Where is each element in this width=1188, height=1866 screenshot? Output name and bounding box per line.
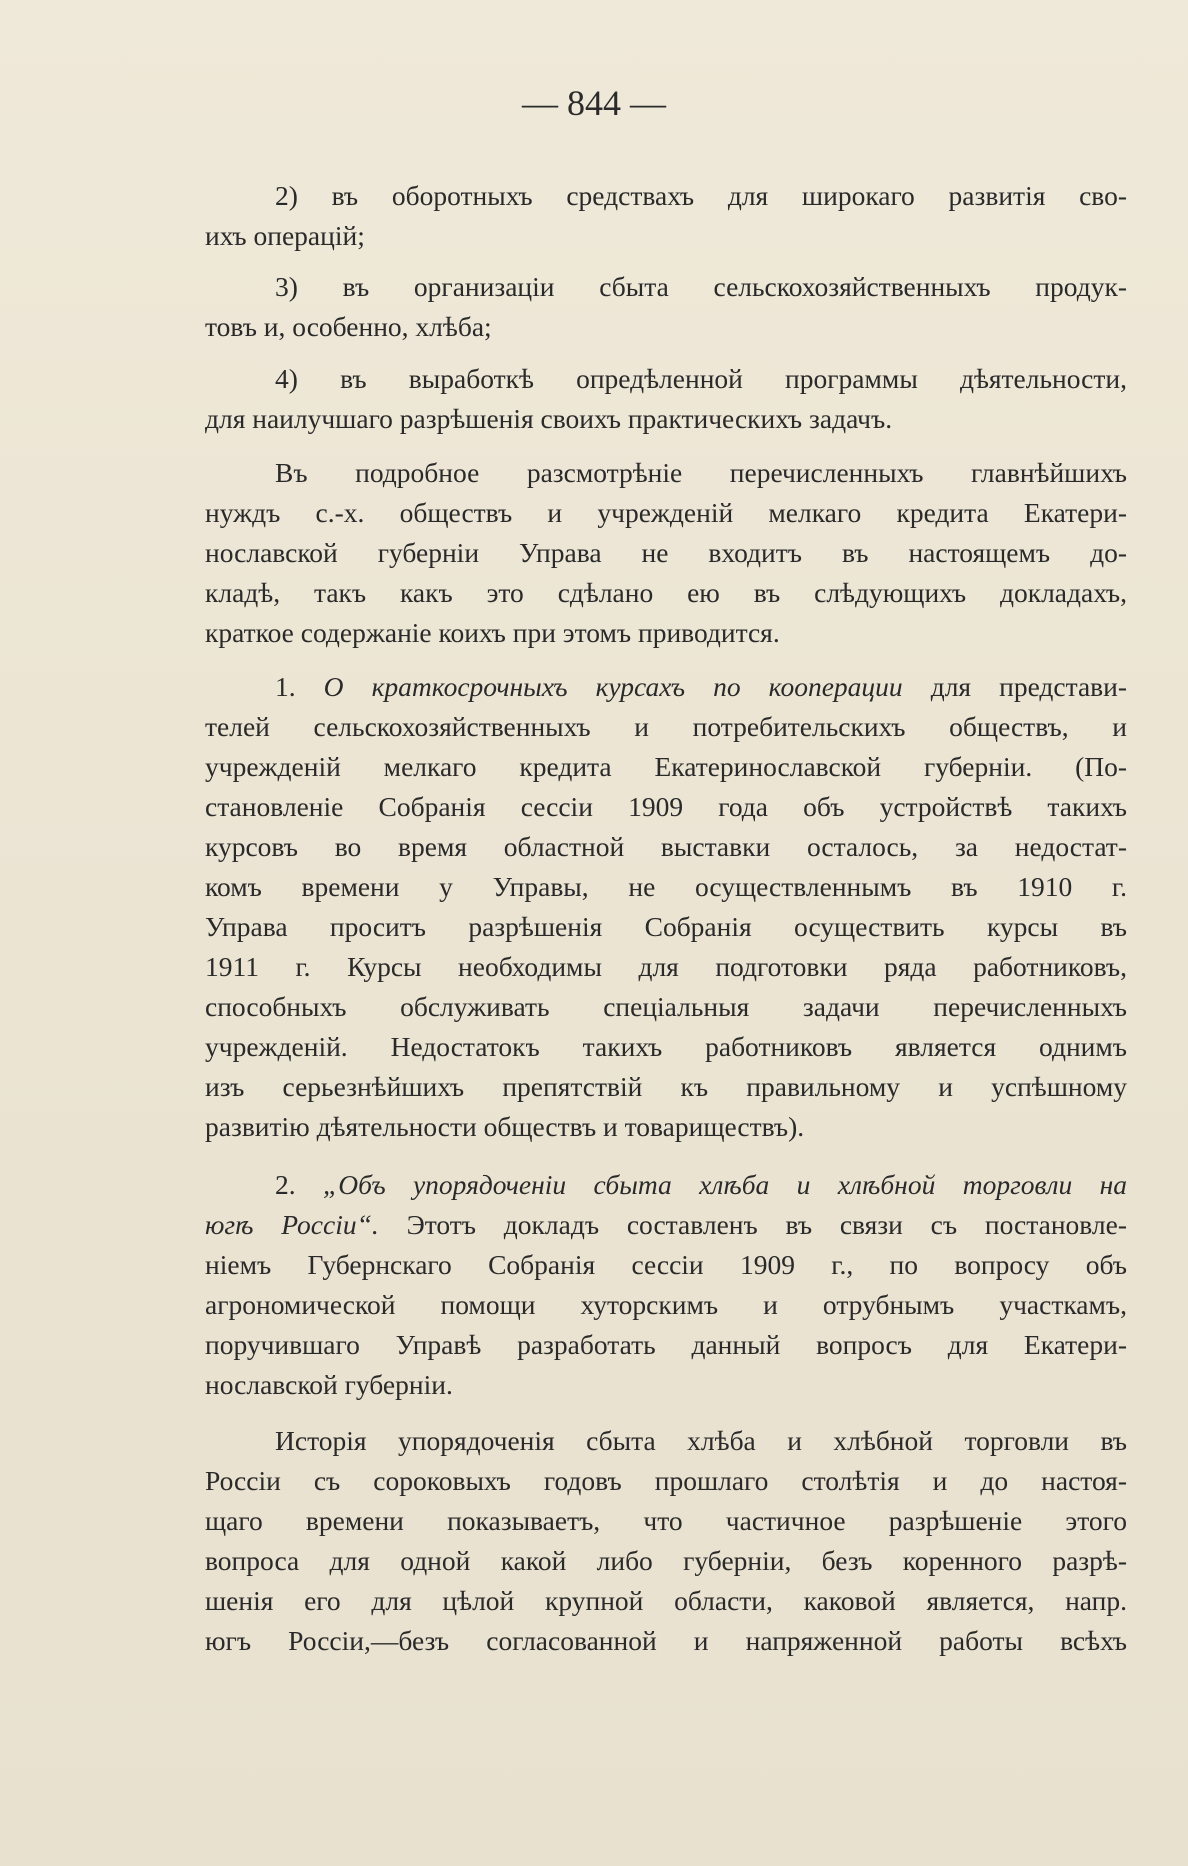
paragraph-history xyxy=(205,1421,1127,1661)
text-line: товъ и, особенно, хлѣба; xyxy=(205,311,492,342)
text-line: кладѣ, такъ какъ это сдѣлано ею въ слѣдующихъ докладахъ, xyxy=(205,577,1127,608)
text-line: Россіи съ сороковыхъ годовъ прошлаго столѣтія и до настоя- xyxy=(205,1465,1127,1496)
text-line: комъ времени у Управы, не осуществленнымъ въ 1910 г. xyxy=(205,871,1127,902)
text-line: шенія его для цѣлой крупной области, каковой является, напр. xyxy=(205,1585,1127,1616)
paragraph-report-1 xyxy=(205,667,1127,1147)
report-title: О краткосрочныхъ курсахъ по кооперации xyxy=(323,671,903,702)
text-fragment: Этотъ докладъ составленъ въ связи съ постановле- xyxy=(406,1209,1127,1240)
text-line: изъ серьезнѣйшихъ препятствій къ правильному и успѣшному xyxy=(205,1071,1127,1102)
text-line: Въ подробное разсмотрѣніе перечисленныхъ главнѣйшихъ xyxy=(275,457,1127,488)
text-line: учрежденій мелкаго кредита Екатеринославской губерніи. (По- xyxy=(205,751,1127,782)
paragraph-report-2 xyxy=(205,1165,1127,1405)
text-line: агрономической помощи хуторскимъ и отрубнымъ участкамъ, xyxy=(205,1289,1127,1320)
report-number: 2. xyxy=(275,1169,296,1200)
text-line: нославской губерніи. xyxy=(205,1369,453,1400)
text-line: становленіе Собранія сессіи 1909 года объ устройствѣ такихъ xyxy=(205,791,1127,822)
text-line: для наилучшаго разрѣшенія своихъ практическихъ задачъ. xyxy=(205,403,893,434)
text-line: развитію дѣятельности обществъ и товариществъ). xyxy=(205,1111,805,1142)
text-line: Исторія упорядоченія сбыта хлѣба и хлѣбной торговли въ xyxy=(275,1425,1127,1456)
text-line: нославской губерніи Управа не входитъ въ настоящемъ до- xyxy=(205,537,1127,568)
text-line: нуждъ с.-х. обществъ и учрежденій мелкаго кредита Екатери- xyxy=(205,497,1127,528)
text-line: краткое содержаніе коихъ при этомъ приводится. xyxy=(205,617,780,648)
text-line: поручившаго Управѣ разработать данный вопросъ для Екатери- xyxy=(205,1329,1127,1360)
text-line: югъ Россіи,—безъ согласованной и напряженной работы всѣхъ xyxy=(205,1625,1127,1656)
text-fragment: для представи- xyxy=(930,671,1127,702)
paragraph-item-3 xyxy=(205,267,1127,347)
text-line xyxy=(205,1165,1127,1205)
page-number: — 844 — xyxy=(522,83,666,123)
text-line: щаго времени показываетъ, что частичное разрѣшеніе этого xyxy=(205,1505,1127,1536)
paragraph-intro xyxy=(205,453,1127,653)
text-line xyxy=(205,667,1127,707)
report-number: 1. xyxy=(275,671,296,702)
paragraph-item-4 xyxy=(205,359,1127,439)
text-line: Управа проситъ разрѣшенія Собранія осуществить курсы въ xyxy=(205,911,1127,942)
text-line xyxy=(205,1205,1127,1245)
text-line: вопроса для одной какой либо губерніи, безъ коренного разрѣ- xyxy=(205,1545,1127,1576)
text-line: 3) въ организаціи сбыта сельскохозяйственныхъ продук- xyxy=(275,271,1127,302)
text-line: 1911 г. Курсы необходимы для подготовки ряда работниковъ, xyxy=(205,951,1127,982)
text-line: учрежденій. Недостатокъ такихъ работниковъ является однимъ xyxy=(205,1031,1127,1062)
text-line: 4) въ выработкѣ опредѣленной программы дѣятельности, xyxy=(275,363,1127,394)
text-line: ніемъ Губернскаго Собранія сессіи 1909 г., по вопросу объ xyxy=(205,1249,1127,1280)
text-line: ихъ операцій; xyxy=(205,220,365,251)
text-line: способныхъ обслуживать спеціальныя задачи перечисленныхъ xyxy=(205,991,1127,1022)
report-title-cont: югѣ Россіи“. xyxy=(205,1209,379,1240)
report-title: „Объ упорядоченіи сбыта хлѣба и хлѣбной торговли на xyxy=(323,1169,1127,1200)
text-line: курсовъ во время областной выставки осталось, за недостат- xyxy=(205,831,1127,862)
text-line: 2) въ оборотныхъ средствахъ для широкаго развитія сво- xyxy=(275,180,1127,211)
text-line: телей сельскохозяйственныхъ и потребительскихъ обществъ, и xyxy=(205,711,1127,742)
paragraph-item-2 xyxy=(205,176,1127,256)
